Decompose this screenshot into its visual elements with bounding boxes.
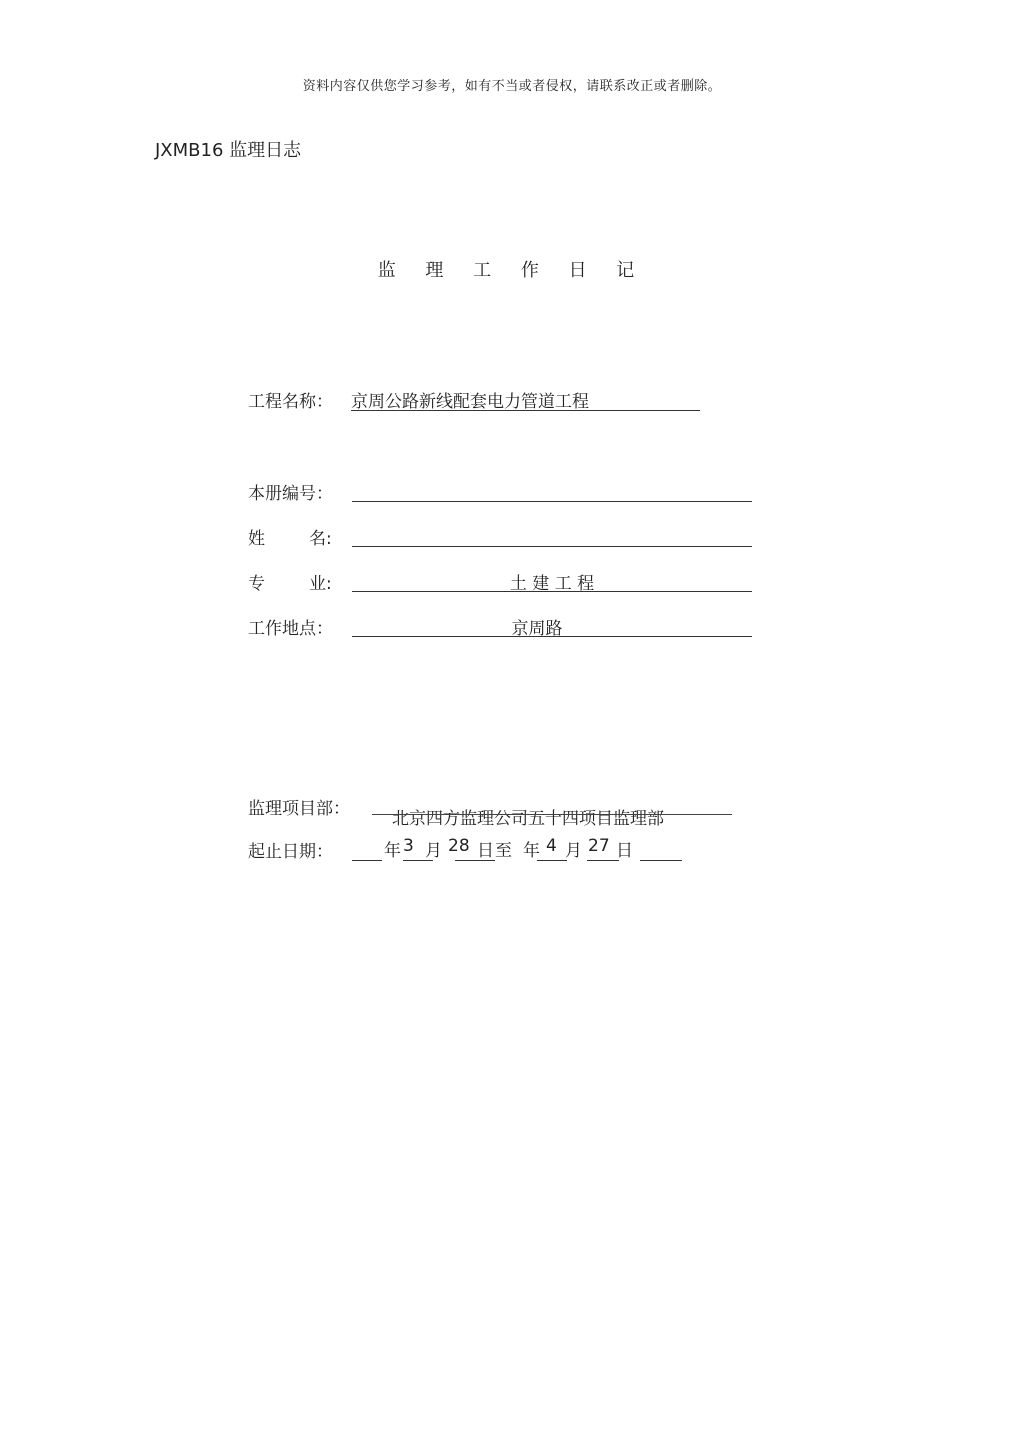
volume-number-underline <box>352 501 752 502</box>
supervision-dept-value: 北京四方监理公司五十四项目监理部 <box>392 809 664 829</box>
supervision-dept-strike-line <box>372 814 732 815</box>
project-name-underline <box>351 410 700 411</box>
end-month-char: 月 <box>565 841 582 861</box>
end-day-underline <box>587 860 619 861</box>
project-name-value: 京周公路新线配套电力管道工程 <box>351 392 589 412</box>
start-day-value: 28 <box>448 836 470 856</box>
work-location-underline <box>352 636 752 637</box>
end-day-char: 日 <box>616 841 633 861</box>
end-year-char: 年 <box>523 841 540 861</box>
volume-number-label: 本册编号： <box>248 484 333 504</box>
name-label-part2: 名: <box>309 529 332 549</box>
work-location-value: 京周路 <box>511 619 563 639</box>
start-year-blank <box>352 860 382 861</box>
name-label-part1: 姓 <box>248 529 265 549</box>
document-title: 监 理 工 作 日 记 <box>377 260 647 281</box>
document-code: JXMB16 监理日志 <box>155 140 302 161</box>
end-month-value: 4 <box>546 836 557 856</box>
start-month-value: 3 <box>403 836 414 856</box>
start-month-char: 月 <box>425 841 442 861</box>
trailing-blank <box>640 860 682 861</box>
date-range-label: 起止日期： <box>248 842 333 862</box>
end-month-underline <box>537 860 567 861</box>
header-notice: 资料内容仅供您学习参考，如有不当或者侵权，请联系改正或者删除。 <box>302 79 722 94</box>
name-underline <box>352 546 752 547</box>
specialty-label-part2: 业: <box>309 574 332 594</box>
to-char: 至 <box>495 841 512 861</box>
end-day-value: 27 <box>588 836 610 856</box>
start-year-char: 年 <box>384 841 401 861</box>
supervision-dept-label: 监理项目部： <box>248 799 350 819</box>
project-name-label: 工程名称： <box>248 392 333 412</box>
specialty-value: 土 建 工 程 <box>509 574 595 594</box>
start-day-char: 日 <box>477 841 494 861</box>
specialty-label-part1: 专 <box>248 574 265 594</box>
specialty-underline <box>352 591 752 592</box>
work-location-label: 工作地点： <box>248 619 333 639</box>
